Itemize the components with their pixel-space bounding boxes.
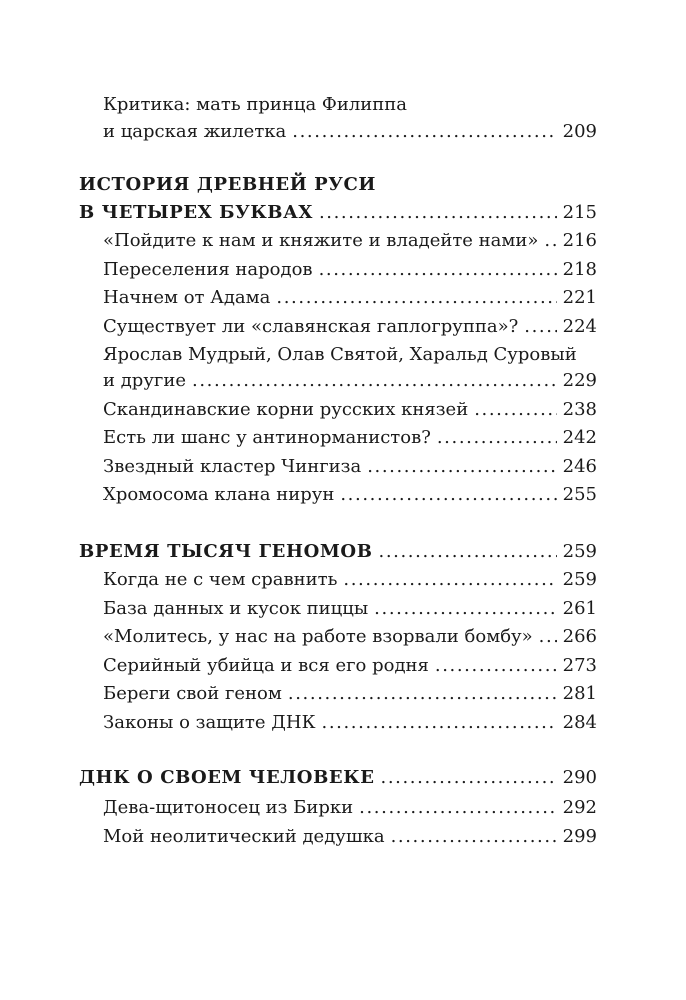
page-number: 224 (562, 316, 597, 337)
page-number: 246 (562, 456, 597, 477)
page-number: 290 (562, 767, 597, 788)
toc-entry[interactable] (103, 711, 597, 735)
toc-entry-philip-line2: и царская жилетка (103, 121, 287, 142)
page-number: 221 (562, 287, 597, 308)
dot-leader (539, 625, 557, 649)
toc-entry[interactable] (103, 286, 597, 310)
page-number: 238 (562, 399, 597, 420)
dot-leader (381, 766, 557, 790)
page-number: 259 (562, 569, 597, 590)
toc-entry-title: Законы о защите ДНК (103, 712, 316, 733)
toc-entry[interactable] (103, 568, 597, 592)
dot-leader (276, 286, 556, 310)
page-number: 218 (562, 259, 597, 280)
dot-leader (379, 540, 557, 564)
toc-entry-title: Скандинавские корни русских князей (103, 399, 469, 420)
section-heading-rus-line1: ИСТОРИЯ ДРЕВНЕЙ РУСИ (79, 174, 377, 195)
toc-entry-title: Береги свой геном (103, 683, 282, 704)
section-heading-dna[interactable] (79, 766, 597, 790)
page-number: 255 (562, 484, 597, 505)
page-number: 284 (562, 712, 597, 733)
dot-leader (437, 426, 557, 450)
toc-entry-title: «Пойдите к нам и княжите и владейте нами» (103, 230, 539, 251)
page-number: 259 (562, 541, 597, 562)
toc-entry-title: Существует ли «славянская гаплогруппа»? (103, 316, 519, 337)
toc-entry-title: База данных и кусок пиццы (103, 598, 369, 619)
section-heading-rus[interactable] (79, 201, 597, 225)
toc-entry-philip[interactable] (103, 120, 597, 144)
toc-entry-title: «Молитесь, у нас на работе взорвали бомбу» (103, 626, 533, 647)
page-number: 209 (562, 121, 597, 142)
dot-leader (391, 825, 557, 849)
page-number: 216 (562, 230, 597, 251)
dot-leader (292, 120, 556, 144)
toc-entry[interactable] (103, 258, 597, 282)
toc-entry[interactable] (103, 455, 597, 479)
toc-entry-philip-line1: Критика: мать принца Филиппа (103, 94, 408, 115)
toc-entry-yaroslav[interactable] (103, 369, 597, 393)
toc-entry[interactable] (103, 315, 597, 339)
toc-entry-title: Мой неолитический дедушка (103, 826, 385, 847)
page-number: 281 (562, 683, 597, 704)
toc-entry-title: Хромосома клана нирун (103, 484, 335, 505)
dot-leader (322, 711, 557, 735)
dot-leader (192, 369, 557, 393)
toc-entry-title: Начнем от Адама (103, 287, 271, 308)
toc-entry[interactable] (103, 796, 597, 820)
toc-entry-yaroslav-line2: и другие (103, 370, 186, 391)
toc-entry-title: Переселения народов (103, 259, 313, 280)
toc-entry-title: Дева-щитоносец из Бирки (103, 797, 354, 818)
toc-entry[interactable] (103, 654, 597, 678)
toc-entry-title: Есть ли шанс у антинорманистов? (103, 427, 431, 448)
dot-leader (474, 398, 556, 422)
toc-entry[interactable] (103, 597, 597, 621)
toc-entry-yaroslav-line1: Ярослав Мудрый, Олав Святой, Харальд Суровый (103, 344, 577, 365)
page-number: 261 (562, 598, 597, 619)
page-number: 292 (562, 797, 597, 818)
toc-entry[interactable] (103, 229, 597, 253)
toc-entry[interactable] (103, 483, 597, 507)
dot-leader (340, 483, 556, 507)
section-heading-genomes[interactable] (79, 540, 597, 564)
page-number: 229 (562, 370, 597, 391)
toc-entry[interactable] (103, 398, 597, 422)
page-number: 299 (562, 826, 597, 847)
toc-entry[interactable] (103, 825, 597, 849)
section-heading-title: ДНК О СВОЕМ ЧЕЛОВЕКЕ (79, 767, 375, 788)
toc-entry-title: Звездный кластер Чингиза (103, 456, 362, 477)
section-heading-title: ВРЕМЯ ТЫСЯЧ ГЕНОМОВ (79, 541, 373, 562)
toc-entry-title: Когда не с чем сравнить (103, 569, 338, 590)
dot-leader (319, 258, 557, 282)
dot-leader (359, 796, 556, 820)
page-number: 215 (562, 202, 597, 223)
toc-entry[interactable] (103, 682, 597, 706)
toc-entry-title: Серийный убийца и вся его родня (103, 655, 429, 676)
dot-leader (367, 455, 556, 479)
dot-leader (435, 654, 557, 678)
section-heading-rus-line2: В ЧЕТЫРЕХ БУКВАХ (79, 202, 313, 223)
dot-leader (524, 315, 556, 339)
page-number: 242 (562, 427, 597, 448)
toc-entry[interactable] (103, 426, 597, 450)
toc-entry[interactable] (103, 625, 597, 649)
page-number: 273 (562, 655, 597, 676)
dot-leader (374, 597, 556, 621)
dot-leader (319, 201, 557, 225)
dot-leader (288, 682, 557, 706)
page-number: 266 (562, 626, 597, 647)
dot-leader (544, 229, 556, 253)
dot-leader (343, 568, 556, 592)
